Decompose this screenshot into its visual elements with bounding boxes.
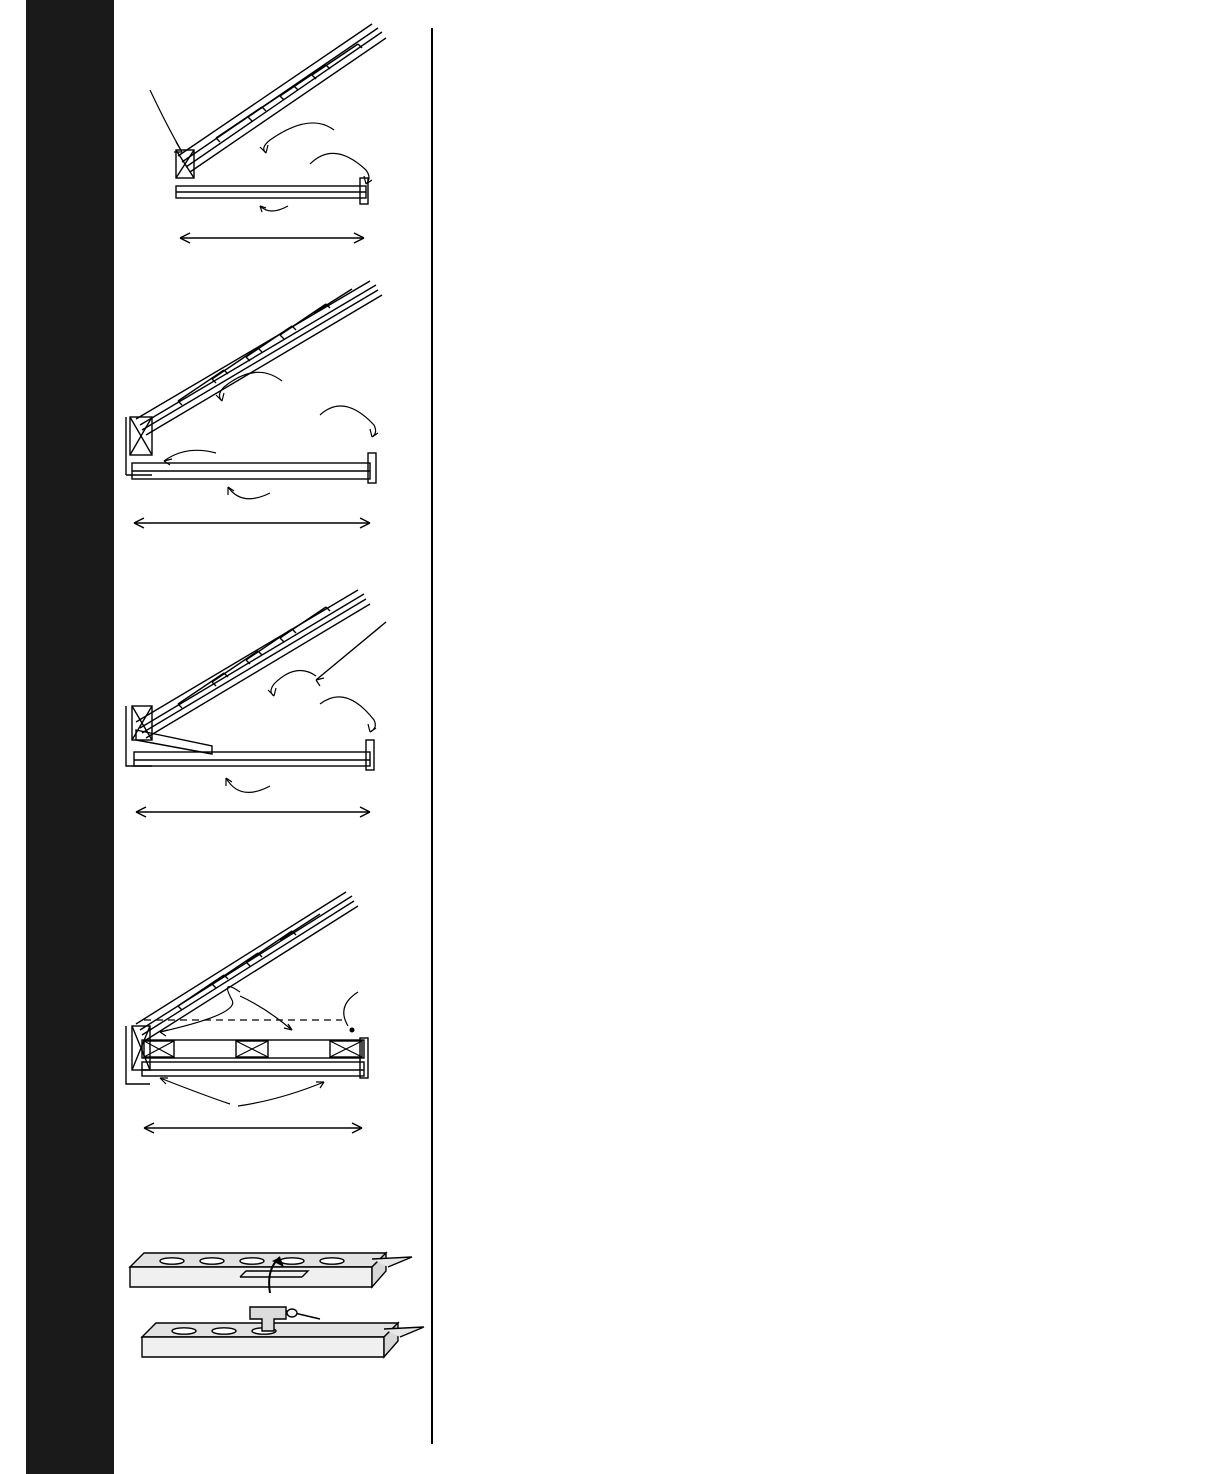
figure-eave-detail-framed-soffit (120, 880, 420, 1160)
figure-eave-detail-extended-soffit (120, 275, 420, 565)
figure-soffit-panel-lock-detail (120, 1195, 420, 1425)
page-edge-bar (26, 0, 114, 1474)
figure-eave-detail-flush-soffit (120, 20, 420, 270)
figure-eave-detail-sloped-soffit (120, 580, 420, 855)
column-divider-rule (431, 28, 433, 1444)
